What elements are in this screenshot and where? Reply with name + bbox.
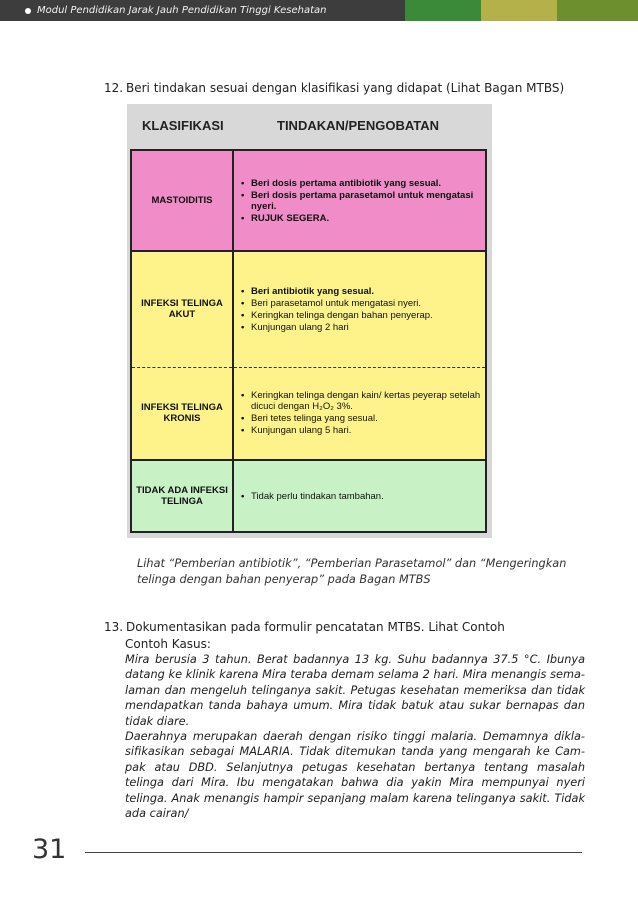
actions-cell [233, 367, 486, 460]
action-item: • Keringkan telinga dengan bahan penyerap. [240, 310, 481, 321]
action-item: • Kunjungan ulang 5 hari. [240, 425, 481, 436]
classification-cell: TIDAK ADA INFEKSI TELINGA [131, 460, 233, 532]
actions-cell [233, 251, 486, 367]
table-note: Lihat “Pemberian antibiotik”, “Pemberian Parasetamol” dan “Mengeringkan telinga dengan bahan penyerap” pada Bagan MTBS [137, 557, 567, 586]
step-12 [104, 80, 584, 97]
header-title-bar [0, 0, 405, 21]
step-text: Dokumentasikan pada formulir pencatatan MTBS. Lihat Contoh [126, 620, 505, 634]
classification-cell: MASTOIDITIS [131, 150, 233, 251]
table-row [131, 150, 486, 251]
table-row [131, 367, 486, 460]
action-item: • Tidak perlu tindakan tambahan. [240, 491, 481, 502]
step-text: Beri tindakan sesuai dengan klasifikasi yang didapat (Lihat Bagan MTBS) [126, 81, 565, 95]
page-number: 31 [32, 834, 67, 865]
action-item: • Beri parasetamol untuk mengatasi nyeri. [240, 298, 481, 309]
action-item: • Beri dosis pertama parasetamol untuk mengatasi nyeri. [240, 190, 481, 212]
case-label: Contoh Kasus: [125, 637, 211, 651]
bullet-icon [25, 8, 31, 14]
step-number: 13. [104, 620, 124, 634]
header-color-block-green [405, 0, 481, 21]
action-item: • Kunjungan ulang 2 hari [240, 322, 481, 333]
mtbs-table-image [127, 104, 492, 538]
action-item: • Beri dosis pertama antibiotik yang sesual. [240, 178, 481, 189]
step-13 [104, 619, 584, 636]
action-item: • Beri tetes telinga yang sesual. [240, 413, 481, 424]
classification-cell: INFEKSI TELINGA KRONIS [131, 367, 233, 460]
mtbs-table [130, 149, 487, 533]
col-header-actions: TINDAKAN/PENGOBATAN [277, 118, 440, 133]
action-item: • Keringkan telinga dengan kain/ kertas peyerap setelah dicuci dengan H₂O₂ 3%. [240, 390, 481, 412]
footer-divider [85, 852, 582, 853]
table-row [131, 460, 486, 532]
table-row [131, 251, 486, 367]
action-item: • Beri antibiotik yang sesual. [240, 286, 481, 297]
case-paragraph-2: Daerahnya merupakan daerah dengan risiko tinggi malaria. Demamnya dikla-sifikasikan sebagai MALARIA. Tidak ditemukan tanda yang mengarah ke Cam-pak atau DBD. Selanjutnya petugas kesehatan bertanya tentang masalah telinga dari Mira. Ibu mengatakan bahwa dia yakin Mira mempunyai nyeri telinga. Anak menangis hampir sepanjang malam karena telinganya sakit. Tidak ada cairan/ [125, 730, 585, 821]
header-title: Modul Pendidikan Jarak Jauh Pendidikan Tinggi Kesehatan [37, 5, 327, 16]
header-color-block-leaf [557, 0, 638, 21]
actions-cell [233, 460, 486, 532]
classification-cell: INFEKSI TELINGA AKUT [131, 251, 233, 367]
col-header-classification: KLASIFIKASI [142, 118, 224, 133]
step-number: 12. [104, 81, 124, 95]
page-header [0, 0, 638, 21]
mtbs-table-header [127, 104, 492, 150]
action-item: • RUJUK SEGERA. [240, 213, 481, 224]
actions-cell [233, 150, 486, 251]
case-paragraph-1: Mira berusia 3 tahun. Berat badannya 13 kg. Suhu badannya 37.5 °C. Ibunya datang ke klinik karena Mira teraba demam selama 2 hari. Mira menangis sema-laman dan mengeluh telinganya sakit. Petugas kesehatan memeriksa dan tidak mendapatkan tanda bahaya umum. Mira tidak batuk atau sukar bernapas dan tidak diare. [125, 653, 585, 728]
header-color-block-olive [481, 0, 557, 21]
